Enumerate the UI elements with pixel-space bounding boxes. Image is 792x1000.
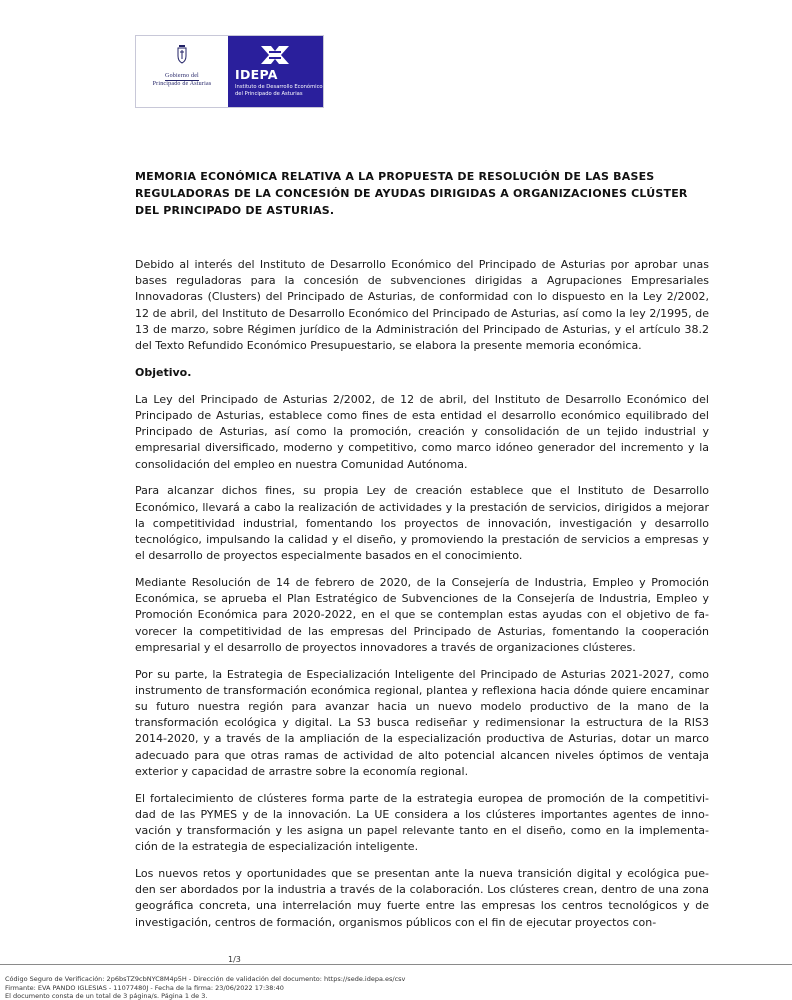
idepa-sub-line1: Instituto de Desarrollo Económico: [235, 84, 323, 90]
intro-paragraph: Debido al interés del Instituto de Desarrollo Económico del Principado de Asturias por aprobar unas bases reguladoras para la concesión de subvenciones dirigidas a Agrupaciones Empresariales Innovadoras (Clusters) del Principado de Asturias, de conformidad con lo dispuesto en la Ley 2/2002, 12 de abril, del Instituto de Desarrollo Económico del Principado de Asturias, así como la ley 2/1995, de 13 de marzo, sobre Régimen jurídico de la Administración del Principado de Asturias, y el artículo 38.2 del Texto Refundido Económico Presupuestario, se elabora la presente memoria económica.: [135, 258, 709, 353]
section-heading-objetivo: Objetivo.: [135, 365, 192, 379]
footer-line-signer: Firmante: EVA PANDO IGLESIAS - 11077480J - Fecha de la firma: 23/06/2022 17:38:40: [5, 983, 284, 992]
government-line1: Gobierno del: [165, 73, 199, 79]
body-paragraph-3: Mediante Resolución de 14 de febrero de 2020, de la Consejería de Industria, Empleo y Promoción Económica, se aprueba el Plan Estratégico de Subvenciones de la Consejería de Industria, Empleo y Promoción Económica para 2020-2022, en el que se contemplan estas ayudas con el objetivo de fa-vorecer la competitividad de las empresas del Principado de Asturias, fomentando la cooperación empresarial y el desarrollo de proyectos innovadores a través de organizaciones clústeres.: [135, 576, 709, 654]
idepa-mark-icon: [259, 44, 291, 66]
government-logo-text: [153, 73, 212, 88]
document-title: MEMORIA ECONÓMICA RELATIVA A LA PROPUESTA DE RESOLUCIÓN DE LAS BASES REGULADORAS DE LA CONCESIÓN DE AYUDAS DIRIGIDAS A ORGANIZACIONES CLÚSTER DEL PRINCIPADO DE ASTURIAS.: [135, 170, 688, 217]
footer-divider: [0, 964, 792, 965]
crest-icon: [175, 44, 189, 64]
idepa-subtitle: [235, 84, 323, 97]
document-body: [135, 257, 709, 941]
body-paragraph-1: La Ley del Principado de Asturias 2/2002, de 12 de abril, del Instituto de Desarrollo Económico del Principado de Asturias, establece como fines de esta entidad el desarrollo económico equilibrado del Principado de Asturias, así como la promoción, creación y consolidación de un tejido industrial y empresarial diversificado, moderno y competitivo, como marco idóneo generador del incremento y la consolidación del empleo en nuestra Comunidad Autónoma.: [135, 392, 709, 471]
government-line2: Principado de Asturias: [152, 81, 212, 87]
body-paragraph-6: Los nuevos retos y oportunidades que se presentan ante la nueva transición digital y ecológica pue-den ser abordados por la industria a través de la colaboración. Los clústeres crean, dentro de una zona geográfica concreta, una interrelación muy fuerte entre las empresas los centros tecnológicos y de investigación, centros de formación, organismos públicos con el fin de ejecutar proyectos con-: [135, 867, 709, 929]
body-paragraph-4: Por su parte, la Estrategia de Especialización Inteligente del Principado de Asturias 2021-2027, como instrumento de transformación económica regional, plantea y reflexiona hacia dónde quiere encaminar su futuro nuestra región para avanzar hacia un nuevo modelo productivo de la mano de la transformación ecológica y digital. La S3 busca rediseñar y redimensionar la estructura de la RIS3 2014-2020, y a través de la ampliación de la especialización productiva de Asturias, dotar un marco adecuado para que otras ramas de actividad de alto potencial alcancen niveles óptimos de ventaja exterior y capacidad de arrastre sobre la economía regional.: [135, 667, 709, 778]
footer-line-csv: Código Seguro de Verificación: 2p6bsTZ9cbNYC8M4p5H - Dirección de validación del documento: https://sede.idepa.es/csv: [5, 975, 406, 983]
body-paragraph-2: Para alcanzar dichos fines, su propia Ley de creación establece que el Instituto de Desarrollo Económico, llevará a cabo la realización de actividades y la prestación de servicios, dirigidos a mejorar la competitividad industrial, fomentando los proyectos de innovación, investigación y desarrollo tecnológico, impulsando la calidad y el diseño, y promoviendo la prestación de servicios a empresas y el desarrollo de proyectos especialmente basados en el conocimiento.: [135, 484, 709, 563]
footer-line-pages: El documento consta de un total de 3 página/s. Página 1 de 3.: [5, 992, 208, 1000]
idepa-logo: [228, 36, 323, 107]
idepa-sub-line2: del Principado de Asturias: [235, 90, 303, 97]
header-logos: [135, 35, 324, 108]
idepa-name: IDEPA: [235, 67, 278, 82]
body-paragraph-5: El fortalecimiento de clústeres forma parte de la estrategia europea de promoción de la competitivi-dad de las PYMES y de la innovación. La UE considera a los clústeres importantes agentes de inno-vación y transformación y les asigna un papel relevante tanto en el diseño, como en la implementa-ción de la estrategia de especialización inteligente.: [135, 791, 709, 854]
verification-footer: [5, 975, 405, 1000]
government-logo: [136, 36, 228, 107]
page-number: 1/3: [228, 955, 241, 964]
